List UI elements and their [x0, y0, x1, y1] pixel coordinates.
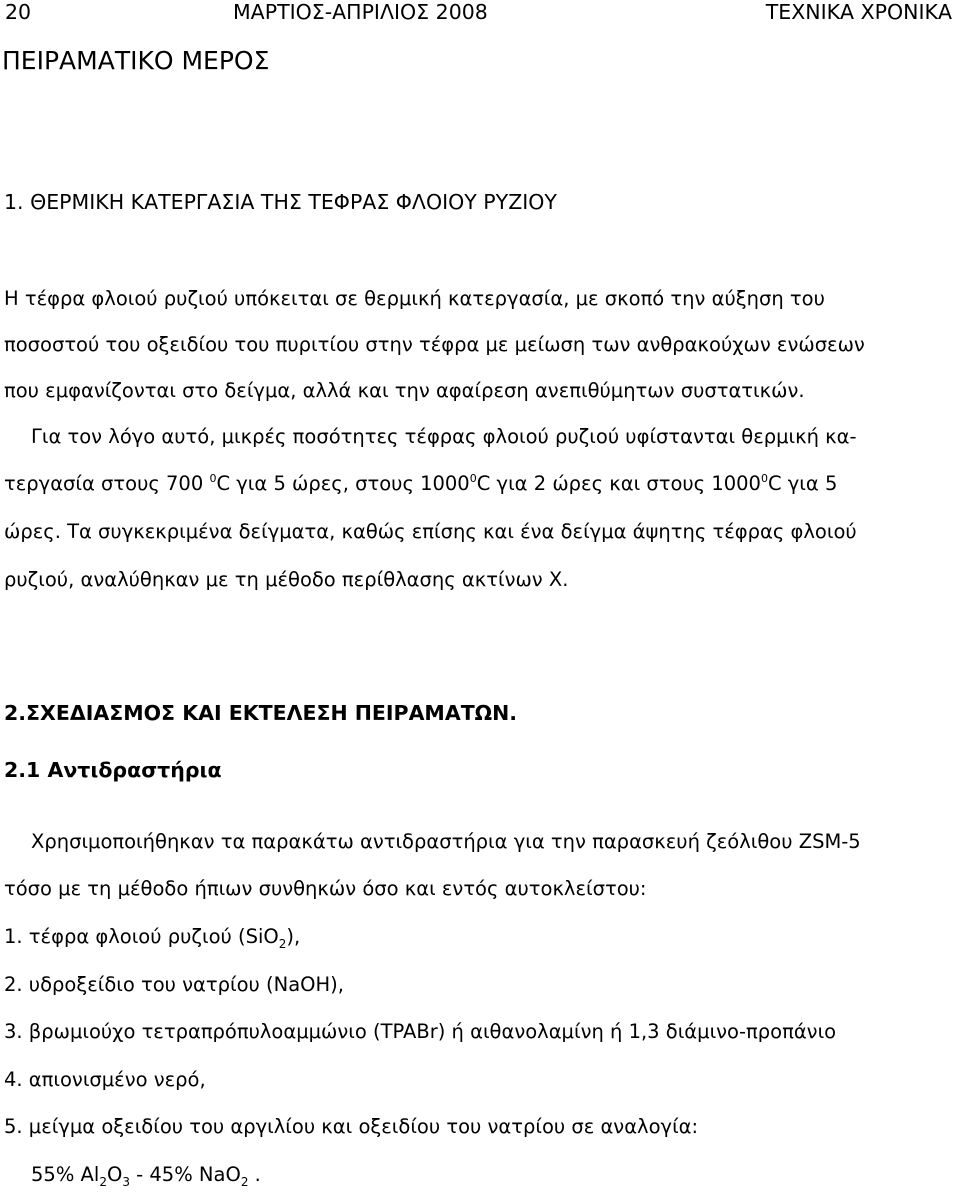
text-run: .	[248, 1163, 261, 1186]
reagent-item-4: 4. απιονισμένο νερό,	[4, 1068, 206, 1091]
section-2-title: 2.ΣΧΕΔΙΑΣΜΟΣ ΚΑΙ ΕΚΤΕΛΕΣΗ ΠΕΙΡΑΜΑΤΩΝ.	[4, 701, 518, 725]
paragraph-2-line-4: ρυζιού, αναλύθηκαν με τη μέθοδο περίθλασης ακτίνων Χ.	[4, 568, 569, 591]
reagents-intro-line-1: Χρησιμοποιήθηκαν τα παρακάτω αντιδραστήρια για την παρασκευή ζεόλιθου ZSM-5	[31, 830, 861, 853]
paragraph-1-line-1: Η τέφρα φλοιού ρυζιού υπόκειται σε θερμική κατεργασία, με σκοπό την αύξηση του	[4, 287, 825, 310]
reagent-item-1	[4, 925, 300, 949]
section-1-title: 1. ΘΕΡΜΙΚΗ ΚΑΤΕΡΓΑΣΙΑ ΤΗΣ ΤΕΦΡΑΣ ΦΛΟΙΟΥ ΡΥΖΙΟΥ	[4, 190, 557, 214]
paragraph-2-line-3: ώρες. Τα συγκεκριμένα δείγματα, καθώς επίσης και ένα δείγμα άψητης τέφρας φλοιού	[4, 520, 857, 543]
subscript: 2	[240, 1175, 249, 1189]
paragraph-2-line-2	[4, 472, 837, 496]
superscript: 0	[209, 472, 217, 485]
issue-date: ΜΑΡΤΙΟΣ-ΑΠΡΙΛΙΟΣ 2008	[233, 0, 488, 24]
paragraph-1-line-3: που εμφανίζονται στο δείγμα, αλλά και την αφαίρεση ανεπιθύμητων συστατικών.	[4, 379, 805, 402]
part-title: ΠΕΙΡΑΜΑΤΙΚΟ ΜΕΡΟΣ	[2, 46, 270, 75]
superscript: 0	[469, 472, 477, 485]
text-run: C για 5	[767, 472, 838, 495]
subscript: 2	[278, 937, 287, 951]
text-run: C για 5 ώρες, στους 1000	[216, 472, 470, 495]
journal-name: ΤΕΧΝΙΚΑ ΧΡΟΝΙΚΑ	[765, 0, 952, 24]
paragraph-1-line-2: ποσοστού του οξειδίου του πυριτίου στην τέφρα με μείωση των ανθρακούχων ενώσεων	[4, 333, 865, 356]
page-number: 20	[5, 0, 32, 24]
text-run: 55% Al	[31, 1163, 100, 1186]
text-run: ),	[286, 925, 301, 948]
subscript: 2	[99, 1175, 107, 1189]
paragraph-2-line-1: Για τον λόγο αυτό, μικρές ποσότητες τέφρας φλοιού ρυζιού υφίστανται θερμική κα-	[31, 425, 857, 448]
superscript: 0	[760, 472, 768, 485]
mixture-ratio	[31, 1163, 261, 1187]
text-run: C για 2 ώρες και στους 1000	[476, 472, 761, 495]
reagents-intro-line-2: τόσο με τη μέθοδο ήπιων συνθηκών όσο και εντός αυτοκλείστου:	[4, 877, 647, 900]
text-run: τεργασία στους 700	[4, 472, 210, 495]
reagent-item-2: 2. υδροξείδιο του νατρίου (NaOH),	[4, 973, 344, 996]
subscript: 3	[122, 1175, 130, 1189]
text-run: - 45% NaO	[129, 1163, 241, 1186]
text-run: O	[106, 1163, 123, 1186]
reagent-item-5: 5. μείγμα οξειδίου του αργιλίου και οξειδίου του νατρίου σε αναλογία:	[4, 1115, 699, 1138]
reagent-item-3: 3. βρωμιούχο τετραπρόπυλοαμμώνιο (TPABr) ή αιθανολαμίνη ή 1,3 διάμινο-προπάνιο	[4, 1020, 837, 1043]
section-2-1-title: 2.1 Αντιδραστήρια	[4, 758, 222, 782]
text-run: 1. τέφρα φλοιού ρυζιού (SiO	[4, 925, 279, 948]
